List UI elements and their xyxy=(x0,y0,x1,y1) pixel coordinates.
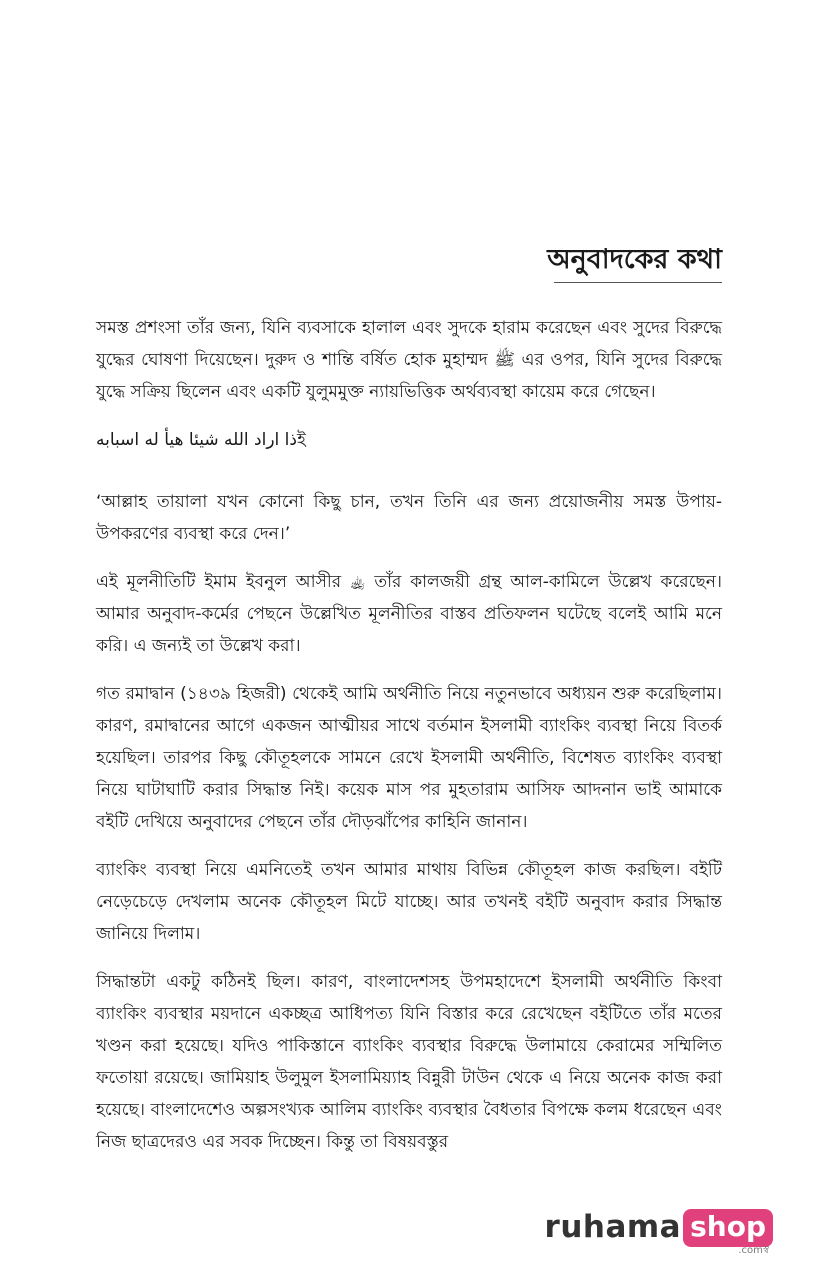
paragraph-translation: ‘আল্লাহ তায়ালা যখন কোনো কিছু চান, তখন তিনি এর জন্য প্রয়োজনীয় সমস্ত উপায়-উপকরণের ব্যবস্থা করে দেন।’ xyxy=(96,492,722,544)
paragraph-curiosity: ব্যাংকিং ব্যবস্থা নিয়ে এমনিতেই তখন আমার মাথায় বিভিন্ন কৌতূহল কাজ করছিল। বইটি নেড়েচেড়ে দেখলাম অনেক কৌতূহল মিটে যাচ্ছে। আর তখনই বইটি অনুবাদ করার সিদ্ধান্ত জানিয়ে দিলাম। xyxy=(96,860,722,944)
heading-block xyxy=(96,240,722,280)
logo-text-shop: shop xyxy=(683,1209,773,1247)
chapter-heading: অনুবাদকের কথা xyxy=(547,244,722,275)
logo-shop-block xyxy=(683,1207,773,1256)
paragraph-praise: সমস্ত প্রশংসা তাঁর জন্য, যিনি ব্যবসাকে হালাল এবং সুদকে হারাম করেছেন এবং সুদের বিরুদ্ধে যুদ্ধের ঘোষণা দিয়েছেন। দুরুদ ও শান্তি বর্ষিত হোক মুহাম্মদ ﷺ এর ওপর, যিনি সুদের বিরুদ্ধে যুদ্ধে সক্রিয় ছিলেন এবং একটি যুলুমমুক্ত ন্যায়ভিত্তিক অর্থব্যবস্থা কায়েম করে গেছেন। xyxy=(96,318,722,402)
paragraph-ramadan: গত রমাদ্বান (১৪৩৯ হিজরী) থেকেই আমি অর্থনীতি নিয়ে নতুনভাবে অধ্যয়ন শুরু করেছিলাম। কারণ, রমাদ্বানের আগে একজন আত্মীয়র সাথে বর্তমান ইসলামী ব্যাংকিং ব্যবস্থা নিয়ে বিতর্ক হয়েছিল। তারপর কিছু কৌতূহলকে সামনে রেখে ইসলামী অর্থনীতি, বিশেষত ব্যাংকিং ব্যবস্থা নিয়ে ঘাটাঘাটি করার সিদ্ধান্ত নিই। কয়েক মাস পর মুহতারাম আসিফ আদনান ভাই আমাকে বইটি দেখিয়ে অনুবাদের পেছনে তাঁর দৌড়ঝাঁপের কাহিনি জানান। xyxy=(96,684,722,832)
paragraph-decision: সিদ্ধান্তটা একটু কঠিনই ছিল। কারণ, বাংলাদেশসহ উপমহাদেশে ইসলামী অর্থনীতি কিংবা ব্যাংকিং ব্যবস্থার ময়দানে একচ্ছত্র আধিপত্য যিনি বিস্তার করে রেখেছেন বইটিতে তাঁর মতের খণ্ডন করা হয়েছে। যদিও পাকিস্তানে ব্যাংকিং ব্যবস্থার বিরুদ্ধে উলামায়ে কেরামের সম্মিলিত ফতোয়া রয়েছে। জামিয়াহ উলুমুল ইসলামিয়্যাহ বিন্নুরী টাউন থেকে এ নিয়ে অনেক কাজ করা হয়েছে। বাংলাদেশেও অল্পসংখ্যক আলিম ব্যাংকিং ব্যবস্থার বৈধতার বিপক্ষে কলম ধরেছেন এবং নিজ ছাত্রদেরও এর সবক দিচ্ছেন। কিন্তু তা বিষয়বস্তুর xyxy=(96,972,722,1152)
paragraph-principle: এই মূলনীতিটি ইমাম ইবনুল আসীর ﵀ তাঁর কালজয়ী গ্রন্থ আল-কামিলে উল্লেখ করেছেন। আমার অনুবাদ-কর্মের পেছনে উল্লেখিত মূলনীতির বাস্তব প্রতিফলন ঘটেছে বলেই আমি মনে করি। এ জন্যই তা উল্লেখ করা। xyxy=(96,572,722,656)
body-text xyxy=(96,312,722,1174)
logo-text-ruhama: ruhama xyxy=(544,1209,682,1245)
ruhamashop-logo xyxy=(545,1207,773,1257)
heading-underline xyxy=(554,282,722,283)
arabic-quote: ইذا اراد الله شيئا هيأ له اسبابه xyxy=(96,430,306,450)
arabic-quote-row xyxy=(96,424,722,472)
logo-text-com: .comস্ব xyxy=(738,1245,769,1256)
